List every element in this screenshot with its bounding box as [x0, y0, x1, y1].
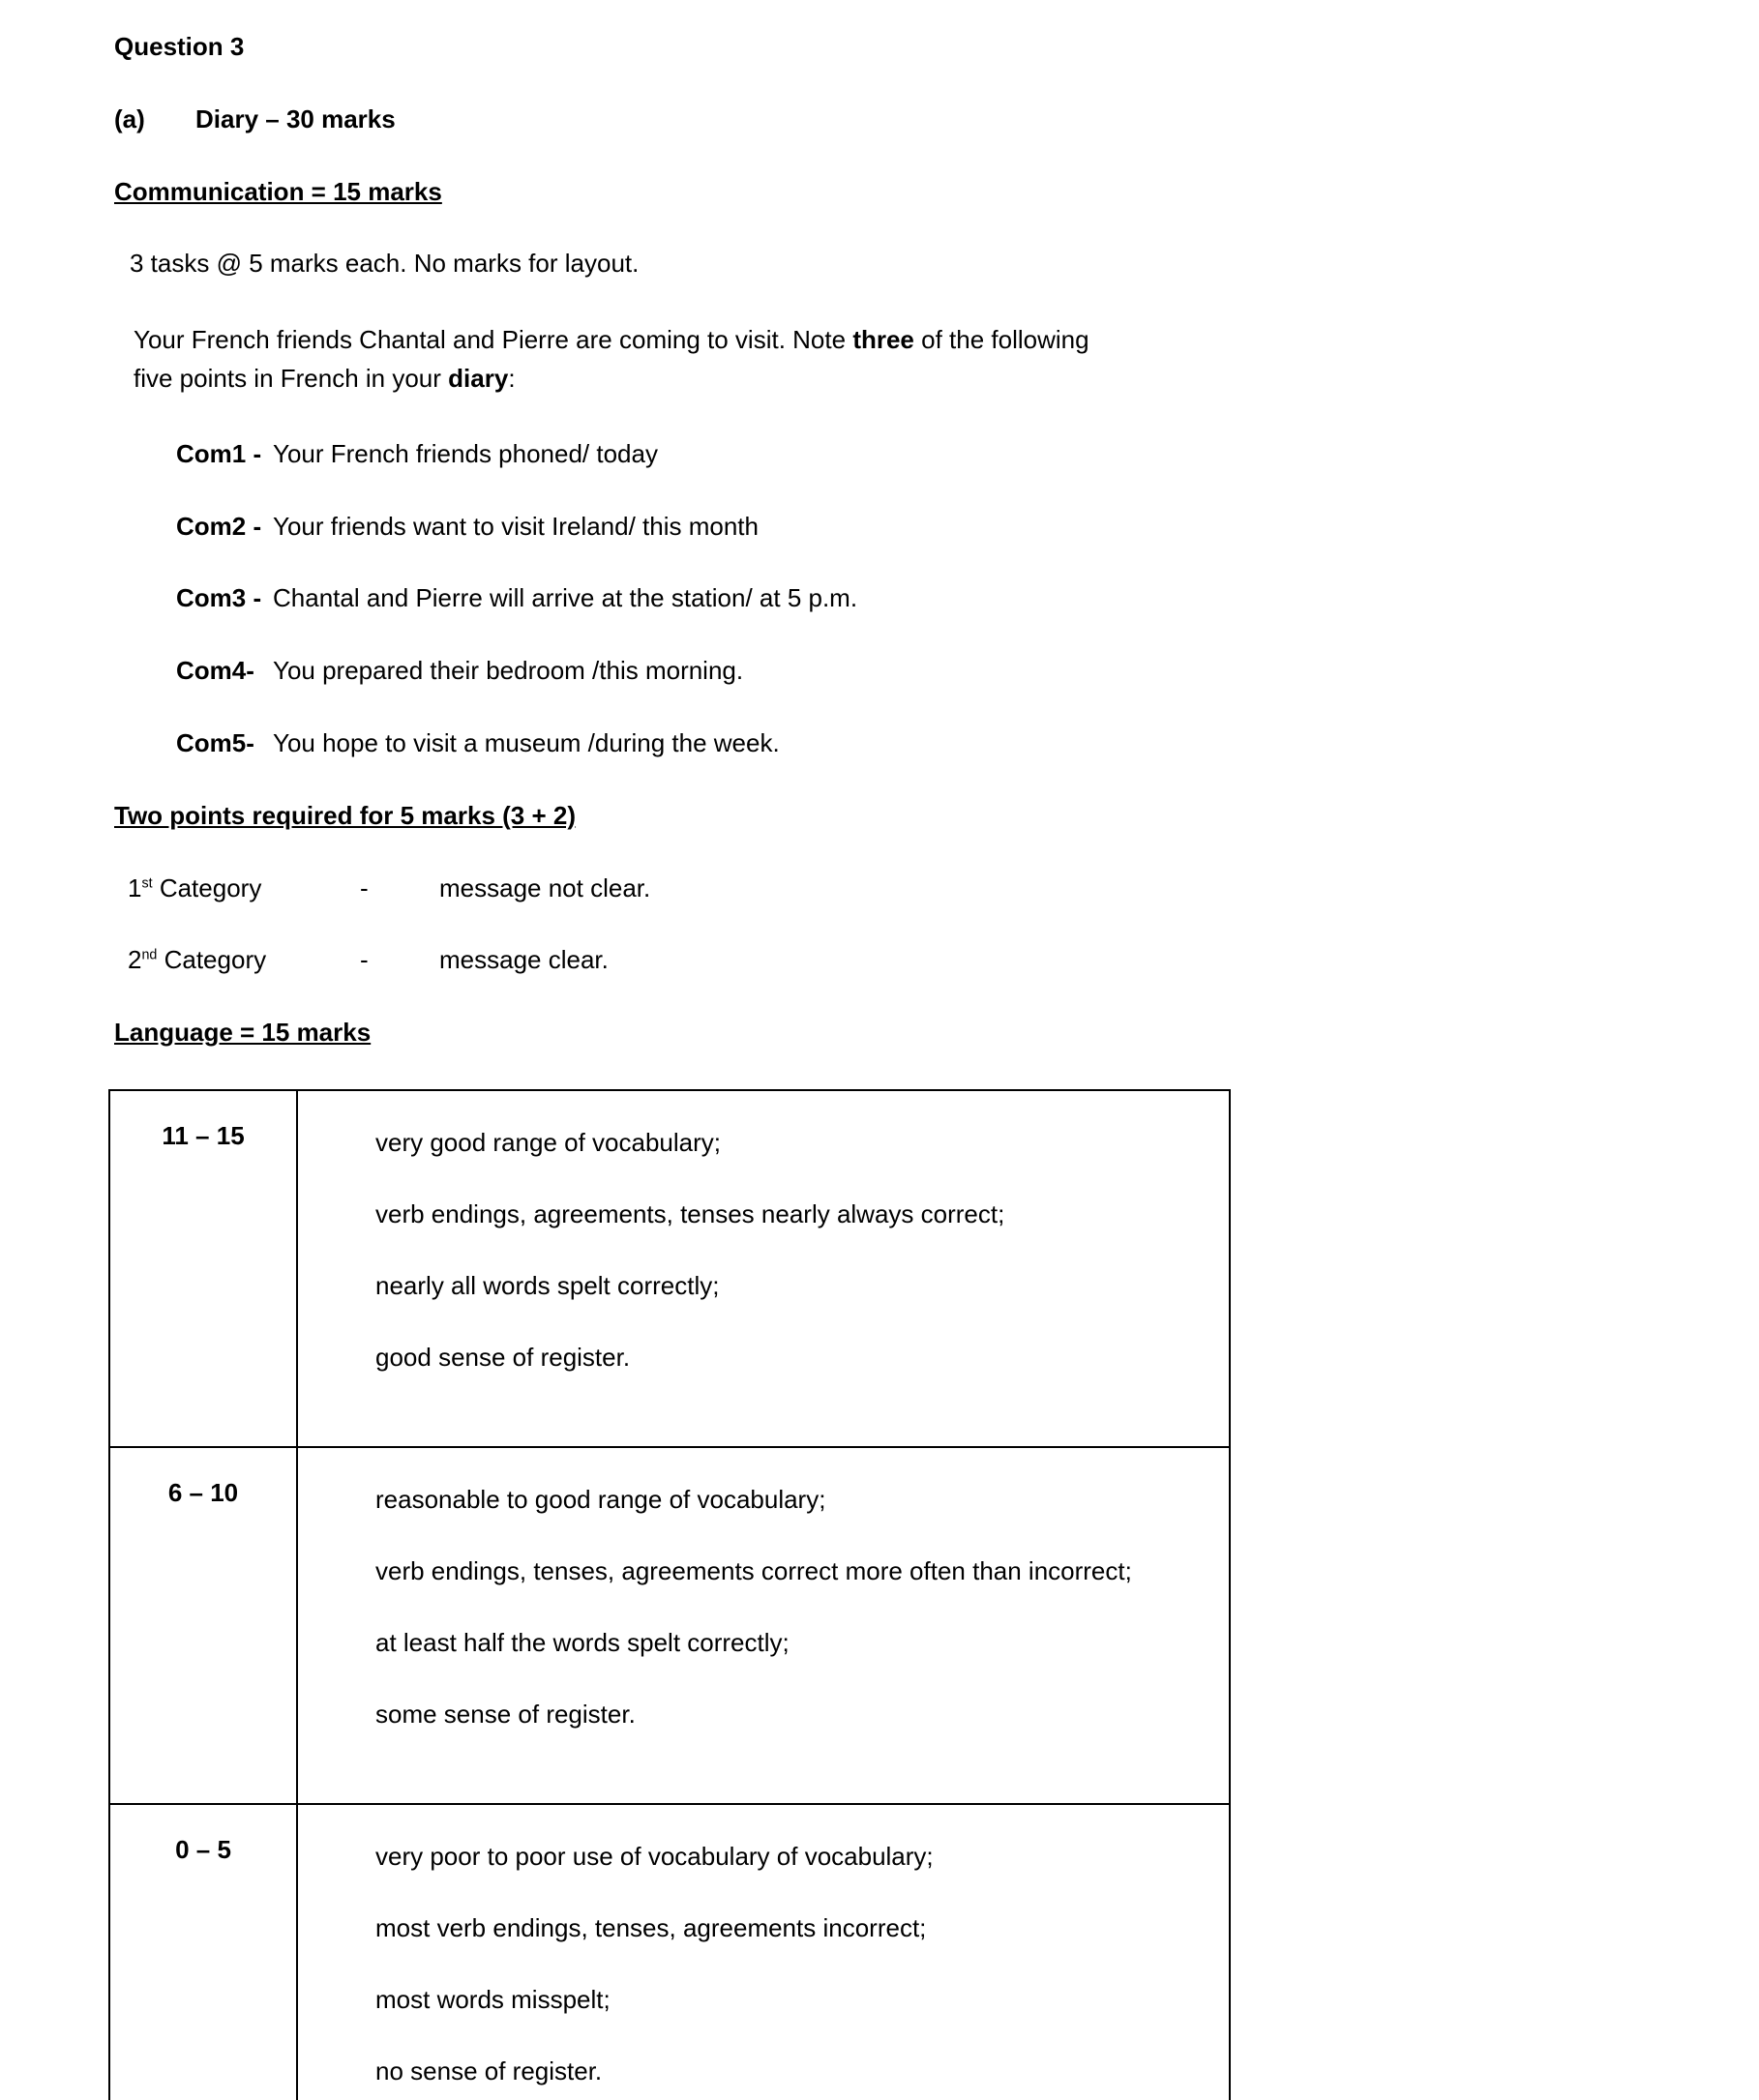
com-point-2-label: Com2 - [176, 511, 262, 541]
desc-line: no sense of register. [375, 2056, 603, 2085]
com-point-3-text: Chantal and Pierre will arrive at the station/ at 5 p.m. [273, 583, 858, 613]
com-point-2-text: Your friends want to visit Ireland/ this month [273, 511, 759, 541]
com-point-2 [108, 511, 1258, 544]
intro-text-1: Your French friends Chantal and Pierre are coming to visit. Note [134, 325, 853, 355]
desc-line: good sense of register. [375, 1342, 631, 1372]
communication-points-list [108, 438, 1258, 760]
desc-line: some sense of register. [375, 1699, 636, 1729]
com-point-1-label: Com1 - [176, 438, 262, 468]
category-1-dash: - [360, 873, 369, 902]
com-point-1-text: Your French friends phoned/ today [273, 438, 658, 468]
com-point-4 [108, 655, 1258, 688]
desc-line: reasonable to good range of vocabulary; [375, 1484, 826, 1514]
category-row-2 [108, 944, 1258, 977]
com-point-5-label: Com5- [176, 727, 254, 757]
category-2-name [128, 944, 360, 977]
category-2-label: Category [157, 945, 267, 975]
table-row-6-10 [109, 1447, 1230, 1804]
desc-line: most words misspelt; [375, 1984, 611, 2014]
desc-cell-11-15 [297, 1090, 1230, 1447]
part-label: (a) [114, 104, 145, 133]
category-1-number: 1 [128, 873, 142, 902]
language-heading: Language = 15 marks [114, 1018, 372, 1048]
category-1-label: Category [152, 873, 262, 902]
desc-cell-6-10 [297, 1447, 1230, 1804]
desc-line: at least half the words spelt correctly; [375, 1627, 790, 1657]
table-row-11-15 [109, 1090, 1230, 1447]
intro-bold-three: three [852, 325, 914, 355]
question-title: Question 3 [114, 32, 245, 61]
com-point-5-text: You hope to visit a museum /during the week. [273, 727, 780, 757]
desc-line: very good range of vocabulary; [375, 1127, 721, 1157]
language-marks-table [108, 1089, 1231, 2100]
intro-text-3: : [508, 364, 516, 394]
category-1-name [128, 873, 360, 905]
category-1-text: message not clear. [439, 873, 651, 902]
range-cell-11-15: 11 – 15 [109, 1090, 297, 1447]
tasks-line: 3 tasks @ 5 marks each. No marks for layout. [130, 249, 640, 279]
part-row [114, 104, 1258, 136]
category-1-ordinal: st [141, 874, 153, 891]
intro-text-2: of the following five points in French in your [134, 325, 1089, 394]
category-2-text: message clear. [439, 945, 609, 975]
desc-line: very poor to poor use of vocabulary of vocabulary; [375, 1841, 934, 1871]
intro-bold-diary: diary [448, 364, 509, 394]
range-cell-0-5: 0 – 5 [109, 1804, 297, 2100]
com-point-3-label: Com3 - [176, 583, 262, 613]
category-row-1 [108, 873, 1258, 905]
two-points-heading: Two points required for 5 marks (3 + 2) [114, 800, 577, 830]
category-2-number: 2 [128, 945, 142, 975]
com-point-3 [108, 582, 1258, 615]
part-title: Diary – 30 marks [195, 104, 396, 133]
com-point-4-label: Com4- [176, 656, 254, 686]
category-2-ordinal: nd [141, 947, 158, 963]
desc-line: verb endings, agreements, tenses nearly always correct; [375, 1198, 1005, 1228]
desc-cell-0-5 [297, 1804, 1230, 2100]
intro-paragraph [108, 320, 1130, 399]
com-point-5 [108, 727, 1258, 760]
communication-heading: Communication = 15 marks [114, 176, 442, 206]
com-point-1 [108, 438, 1258, 471]
com-point-4-text: You prepared their bedroom /this morning. [273, 656, 744, 686]
table-row-0-5 [109, 1804, 1230, 2100]
desc-line: most verb endings, tenses, agreements incorrect; [375, 1912, 927, 1942]
category-2-dash: - [360, 945, 369, 975]
range-cell-6-10: 6 – 10 [109, 1447, 297, 1804]
desc-line: nearly all words spelt correctly; [375, 1270, 720, 1300]
desc-line: verb endings, tenses, agreements correct more often than incorrect; [375, 1555, 1132, 1585]
